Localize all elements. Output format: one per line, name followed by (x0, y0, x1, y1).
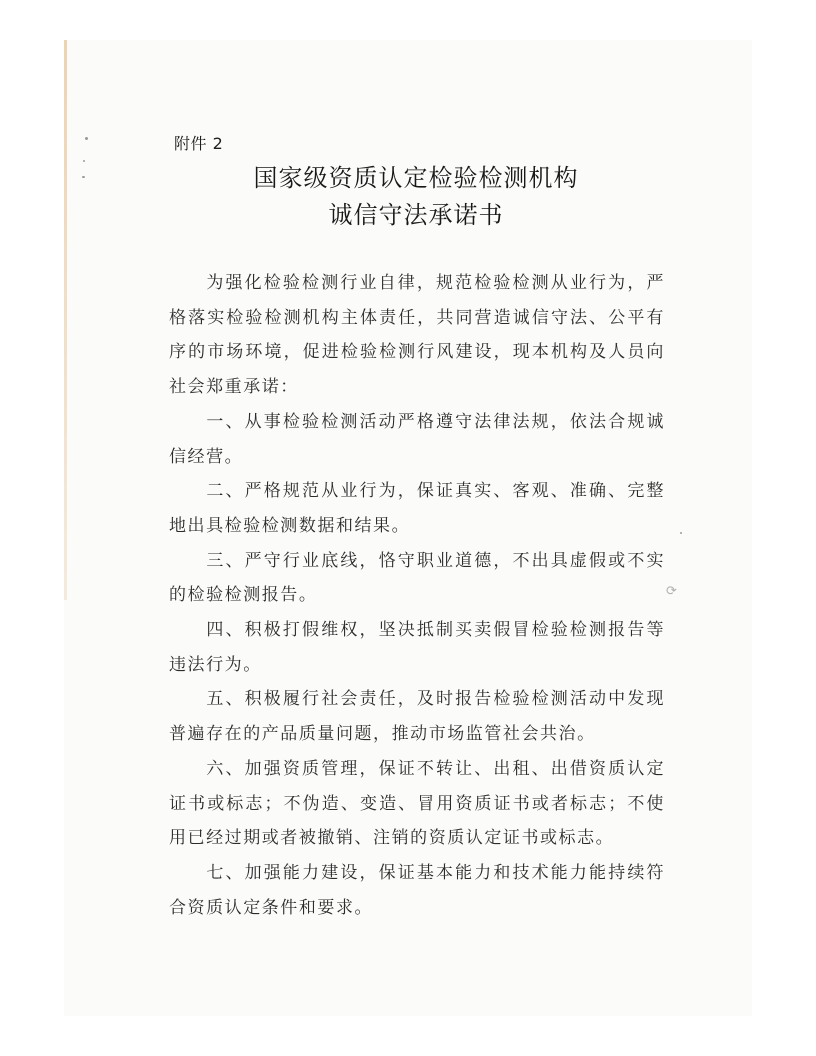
document-title-line2: 诚信守法承诺书 (328, 201, 504, 229)
commitment-item-7: 七、加强能力建设，保证基本能力和技术能力能持续符合资质认定条件和要求。 (169, 862, 665, 918)
commitment-item-6: 六、加强资质管理，保证不转让、出租、出借资质认定证书或标志；不伪造、变造、冒用资质证书或者标志；不使用已经过期或者被撤销、注销的资质认定证书或标志。 (169, 758, 665, 849)
attachment-label: 附件 2 (174, 134, 224, 153)
scan-speck (680, 532, 682, 534)
commitment-item-5: 五、积极履行社会责任，及时报告检验检测活动中发现普遍存在的产品质量问题，推动市场监管社会共治。 (169, 689, 665, 745)
scan-edge-shadow (64, 40, 67, 600)
commitment-item-3: 三、严守行业底线，恪守职业道德，不出具虚假或不实的检验检测报告。 (169, 550, 665, 606)
scan-speck (85, 137, 88, 140)
commitment-item-4: 四、积极打假维权，坚决抵制买卖假冒检验检测报告等违法行为。 (169, 620, 665, 675)
scan-mark: ⟳ (666, 584, 677, 599)
document-title-line1: 国家级资质认定检验检测机构 (253, 164, 579, 192)
commitment-item-1: 一、从事检验检测活动严格遵守法律法规，依法合规诚信经营。 (169, 411, 665, 467)
commitment-item-2: 二、严格规范从业行为，保证真实、客观、准确、完整地出具检验检测数据和结果。 (169, 481, 665, 536)
intro-paragraph: 为强化检验检测行业自律，规范检验检测从业行为，严格落实检验检测机构主体责任，共同营造诚信守法、公平有序的市场环境，促进检验检测行风建设，现本机构及人员向社会郑重承诺： (169, 273, 665, 398)
document-body (169, 266, 665, 925)
